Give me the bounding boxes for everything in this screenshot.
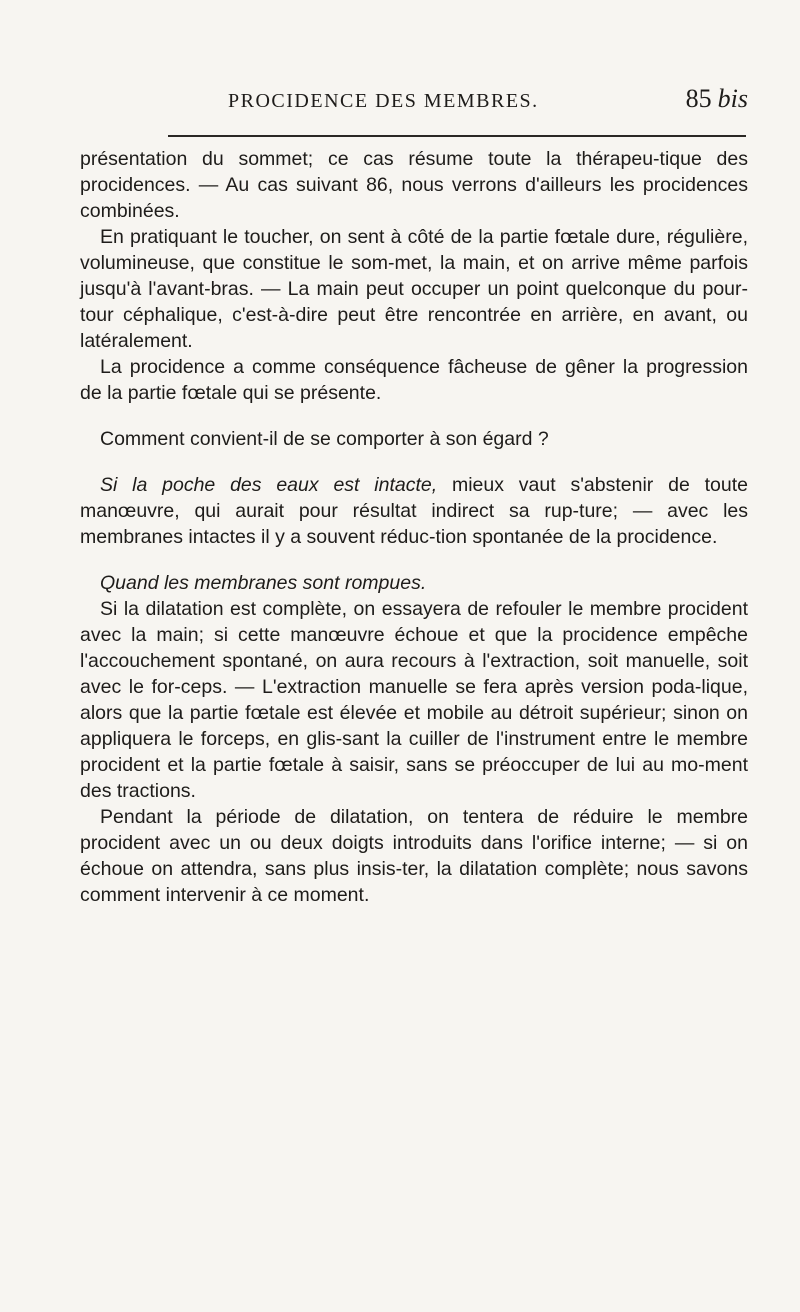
page-number bbox=[686, 84, 748, 114]
paragraph-5 bbox=[80, 472, 748, 550]
paragraph-7: Si la dilatation est complète, on essayera de refouler le membre procident avec la main; si cette manœuvre échoue et que la procidence empêche l'accouchement spontané, on aura recours à l'extraction, soit manuelle, soit avec le for-ceps. — L'extraction manuelle se fera après version poda-lique, alors que la partie fœtale est élevée et mobile au détroit supérieur; sinon on appliquera le forceps, en glis-sant la cuiller de l'instrument entre le membre procident et la partie fœtale à saisir, sans se préoccuper de lui au mo-ment des tractions. bbox=[80, 598, 748, 802]
paragraph-1: présentation du sommet; ce cas résume toute la thérapeu-tique des procidences. — Au cas suivant 86, nous verrons d'ailleurs les procidences combinées. bbox=[80, 148, 748, 222]
paragraph-4: Comment convient-il de se comporter à son égard ? bbox=[100, 428, 549, 450]
page-number-suffix: bis bbox=[717, 84, 748, 113]
page-number-value: 85 bbox=[685, 84, 712, 113]
paragraph-6 bbox=[80, 570, 748, 596]
paragraph-6-lead: Quand les membranes sont rompues. bbox=[100, 572, 427, 594]
paragraph-2: En pratiquant le toucher, on sent à côté de la partie fœtale dure, régulière, volumineuse, que constitue le som-met, la main, et on arrive même parfois jusqu'à l'avant-bras. — La main peut occuper un point quelconque du pour-tour céphalique, c'est-à-dire peut être rencontrée en arrière, en avant, ou latéralement. bbox=[80, 226, 748, 352]
running-head bbox=[168, 86, 748, 126]
running-title: PROCIDENCE DES MEMBRES. bbox=[228, 90, 539, 112]
paragraph-3: La procidence a comme conséquence fâcheuse de gêner la progression de la partie fœtale qui se présente. bbox=[80, 356, 748, 404]
paragraph-5-lead: Si la poche des eaux est intacte, bbox=[100, 474, 438, 496]
header-rule bbox=[168, 135, 746, 137]
paragraph-8: Pendant la période de dilatation, on tentera de réduire le membre procident avec un ou deux doigts introduits dans l'orifice interne; — si on échoue on attendra, sans plus insis-ter, la dilatation complète; nous savons comment intervenir à ce moment. bbox=[80, 806, 748, 906]
body-text bbox=[80, 146, 748, 908]
paragraph-5-rest: mieux vaut s'abstenir de toute manœuvre, qui aurait pour résultat indirect sa rup-ture; — avec les membranes intactes il y a souvent réduc-tion spontanée de la procidence. bbox=[80, 474, 748, 548]
